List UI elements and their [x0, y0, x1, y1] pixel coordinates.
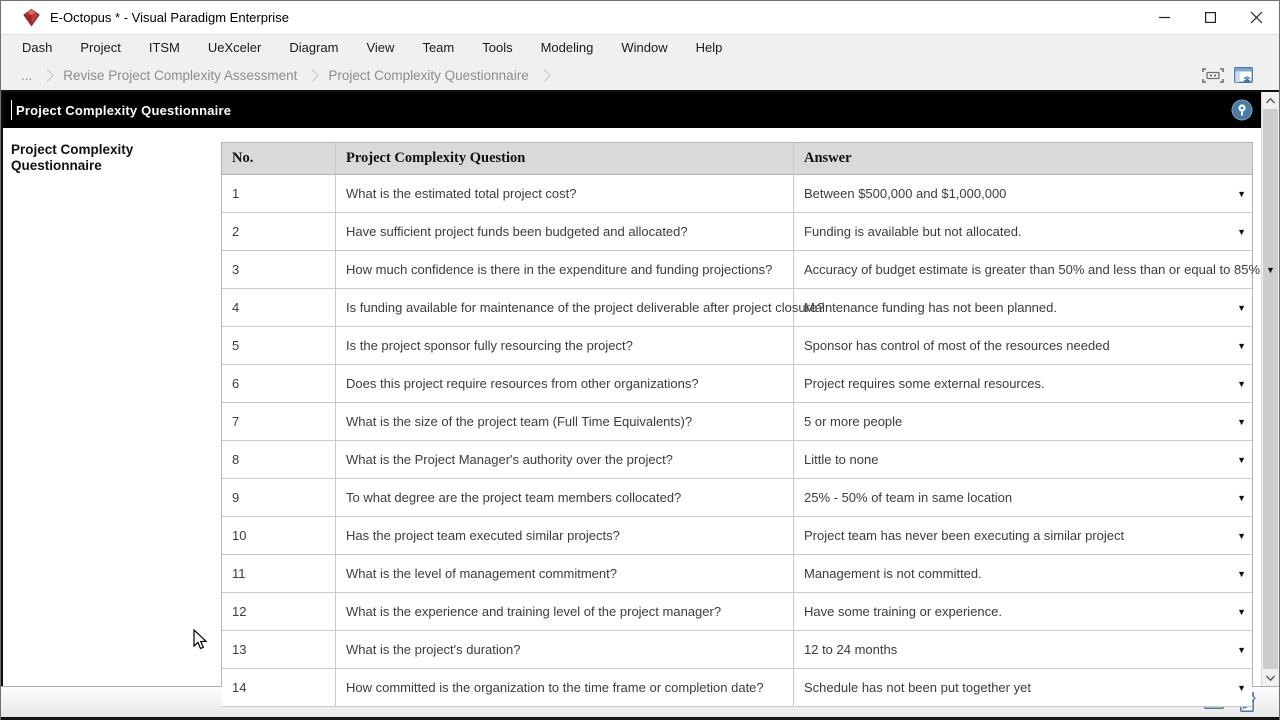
- menu-item-project[interactable]: Project: [80, 39, 121, 55]
- answer-text: Project requires some external resources.: [804, 376, 1045, 391]
- answer-text: Schedule has not been put together yet: [804, 680, 1031, 695]
- questionnaire-table: [221, 142, 1275, 695]
- answer-dropdown[interactable]: [794, 631, 1252, 668]
- row-number: 14: [222, 669, 336, 706]
- answer-dropdown[interactable]: [794, 403, 1252, 440]
- row-number: 8: [222, 441, 336, 478]
- layout-panel-icon[interactable]: [1234, 67, 1255, 84]
- answer-text: Have some training or experience.: [804, 604, 1002, 619]
- dropdown-arrow-icon: ▼: [1237, 302, 1246, 313]
- question-cell[interactable]: How much confidence is there in the expenditure and funding projections?: [336, 251, 794, 288]
- dropdown-arrow-icon: ▼: [1237, 416, 1246, 427]
- table-row: [222, 251, 1275, 289]
- table-row: [222, 327, 1252, 365]
- answer-dropdown[interactable]: [794, 213, 1252, 250]
- title-bar: [1, 1, 1279, 34]
- dropdown-arrow-icon: ▼: [1237, 492, 1246, 503]
- breadcrumb-item[interactable]: Revise Project Complexity Assessment: [63, 67, 298, 83]
- dropdown-arrow-icon: ▼: [1237, 568, 1246, 579]
- row-number: 6: [222, 365, 336, 402]
- menu-item-diagram[interactable]: Diagram: [289, 39, 339, 55]
- table-row: [222, 555, 1252, 593]
- answer-text: 12 to 24 months: [804, 642, 898, 657]
- sidebar-questionnaire-label: Project Complexity Questionnaire: [11, 142, 134, 173]
- menu-item-tools[interactable]: Tools: [482, 39, 513, 55]
- table-row: [222, 175, 1252, 213]
- column-header-question: Project Complexity Question: [336, 143, 794, 174]
- question-cell[interactable]: Has the project team executed similar projects?: [336, 517, 794, 554]
- close-icon[interactable]: [1233, 1, 1279, 34]
- answer-dropdown[interactable]: [794, 555, 1252, 592]
- row-number: 4: [222, 289, 336, 326]
- menu-item-modeling[interactable]: Modeling: [540, 39, 594, 55]
- answer-dropdown[interactable]: [794, 441, 1252, 478]
- menu-item-uexceler[interactable]: UeXceler: [207, 39, 262, 55]
- question-cell[interactable]: What is the level of management commitment?: [336, 555, 794, 592]
- maximize-icon[interactable]: [1187, 1, 1233, 34]
- answer-text: Sponsor has control of most of the resources needed: [804, 338, 1110, 353]
- table-row: [222, 213, 1252, 251]
- answer-dropdown[interactable]: [794, 365, 1252, 402]
- dropdown-arrow-icon: ▼: [1237, 188, 1246, 199]
- table-row: [222, 669, 1252, 707]
- breadcrumb: [1, 60, 1279, 90]
- chevron-right-icon: [41, 69, 54, 82]
- answer-text: Accuracy of budget estimate is greater than 50% and less than or equal to 85%: [804, 262, 1260, 277]
- content-area: [3, 128, 1275, 695]
- answer-dropdown[interactable]: [794, 669, 1252, 706]
- question-cell[interactable]: What is the project's duration?: [336, 631, 794, 668]
- table-row: [222, 479, 1252, 517]
- question-cell[interactable]: What is the experience and training level of the project manager?: [336, 593, 794, 630]
- panel-title: Project Complexity Questionnaire: [16, 102, 232, 118]
- question-cell[interactable]: What is the Project Manager's authority over the project?: [336, 441, 794, 478]
- table-row: [222, 403, 1252, 441]
- answer-text: 25% - 50% of team in same location: [804, 490, 1013, 505]
- table-row: [222, 517, 1252, 555]
- scroll-down-icon[interactable]: [1262, 669, 1279, 686]
- scrollbar-thumb[interactable]: [1263, 109, 1278, 669]
- table-body: [222, 175, 1275, 707]
- menu-item-view[interactable]: View: [366, 39, 395, 55]
- row-number: 7: [222, 403, 336, 440]
- dropdown-arrow-icon: ▼: [1237, 644, 1246, 655]
- fit-to-window-icon[interactable]: [1202, 68, 1224, 83]
- dropdown-arrow-icon: ▼: [1266, 264, 1275, 275]
- row-number: 5: [222, 327, 336, 364]
- dropdown-arrow-icon: ▼: [1237, 530, 1246, 541]
- question-cell[interactable]: Is funding available for maintenance of the project deliverable after project closure?: [336, 289, 794, 326]
- chevron-right-icon: [306, 69, 319, 82]
- question-cell[interactable]: Is the project sponsor fully resourcing the project?: [336, 327, 794, 364]
- question-cell[interactable]: What is the estimated total project cost?: [336, 175, 794, 212]
- answer-dropdown[interactable]: [794, 517, 1252, 554]
- panel-header: [3, 92, 1261, 128]
- row-number: 9: [222, 479, 336, 516]
- dropdown-arrow-icon: ▼: [1237, 682, 1246, 693]
- answer-text: Project team has never been executing a similar project: [804, 528, 1125, 543]
- breadcrumb-item[interactable]: ...: [21, 67, 33, 83]
- vertical-scrollbar[interactable]: [1261, 92, 1279, 686]
- row-number: 11: [222, 555, 336, 592]
- scroll-up-icon[interactable]: [1262, 92, 1279, 109]
- dropdown-arrow-icon: ▼: [1237, 226, 1246, 237]
- row-number: 1: [222, 175, 336, 212]
- column-header-answer: Answer: [804, 150, 852, 166]
- chevron-right-icon: [538, 69, 551, 82]
- menu-item-itsm[interactable]: ITSM: [148, 39, 180, 55]
- answer-text: Between $500,000 and $1,000,000: [804, 186, 1007, 201]
- menu-item-help[interactable]: Help: [695, 39, 723, 55]
- question-cell[interactable]: What is the size of the project team (Full Time Equivalents)?: [336, 403, 794, 440]
- answer-text: Maintenance funding has not been planned.: [804, 300, 1057, 315]
- dropdown-arrow-icon: ▼: [1237, 606, 1246, 617]
- menu-item-window[interactable]: Window: [621, 39, 668, 55]
- minimize-icon[interactable]: [1141, 1, 1187, 34]
- question-cell[interactable]: Have sufficient project funds been budgeted and allocated?: [336, 213, 794, 250]
- answer-text: 5 or more people: [804, 414, 903, 429]
- table-row: [222, 365, 1252, 403]
- menu-bar: [1, 34, 1279, 60]
- breadcrumb-item[interactable]: Project Complexity Questionnaire: [328, 67, 529, 83]
- menu-item-dash[interactable]: Dash: [22, 39, 53, 55]
- question-cell[interactable]: To what degree are the project team members collocated?: [336, 479, 794, 516]
- answer-text: Management is not committed.: [804, 566, 982, 581]
- answer-dropdown[interactable]: [794, 593, 1252, 630]
- table-row: [222, 441, 1252, 479]
- dropdown-arrow-icon: ▼: [1237, 454, 1246, 465]
- row-number: 2: [222, 213, 336, 250]
- row-number: 13: [222, 631, 336, 668]
- dropdown-arrow-icon: ▼: [1237, 340, 1246, 351]
- panel-divider: [11, 100, 12, 120]
- table-row: [222, 631, 1252, 669]
- answer-dropdown[interactable]: [794, 479, 1252, 516]
- answer-text: Little to none: [804, 452, 879, 467]
- menu-item-team[interactable]: Team: [422, 39, 455, 55]
- question-cell[interactable]: Does this project require resources from other organizations?: [336, 365, 794, 402]
- table-header-row: [222, 143, 1252, 175]
- table-row: [222, 593, 1252, 631]
- questionnaire-panel: [1, 92, 1275, 695]
- table-row: [222, 289, 1252, 327]
- visual-paradigm-logo-icon: [23, 9, 40, 26]
- answer-dropdown[interactable]: [794, 327, 1252, 364]
- breadcrumb-items: [15, 68, 554, 83]
- window-title: E-Octopus * - Visual Paradigm Enterprise: [50, 10, 289, 25]
- answer-text: Funding is available but not allocated.: [804, 224, 1022, 239]
- dropdown-arrow-icon: ▼: [1237, 378, 1246, 389]
- answer-dropdown[interactable]: [794, 251, 1275, 288]
- answer-dropdown[interactable]: [794, 175, 1252, 212]
- pin-icon[interactable]: [1231, 99, 1253, 121]
- answer-dropdown[interactable]: [794, 289, 1252, 326]
- row-number: 10: [222, 517, 336, 554]
- column-header-no: No.: [222, 143, 336, 174]
- workspace: [1, 90, 1279, 695]
- question-cell[interactable]: How committed is the organization to the time frame or completion date?: [336, 669, 794, 706]
- row-number: 12: [222, 593, 336, 630]
- row-number: 3: [222, 251, 336, 288]
